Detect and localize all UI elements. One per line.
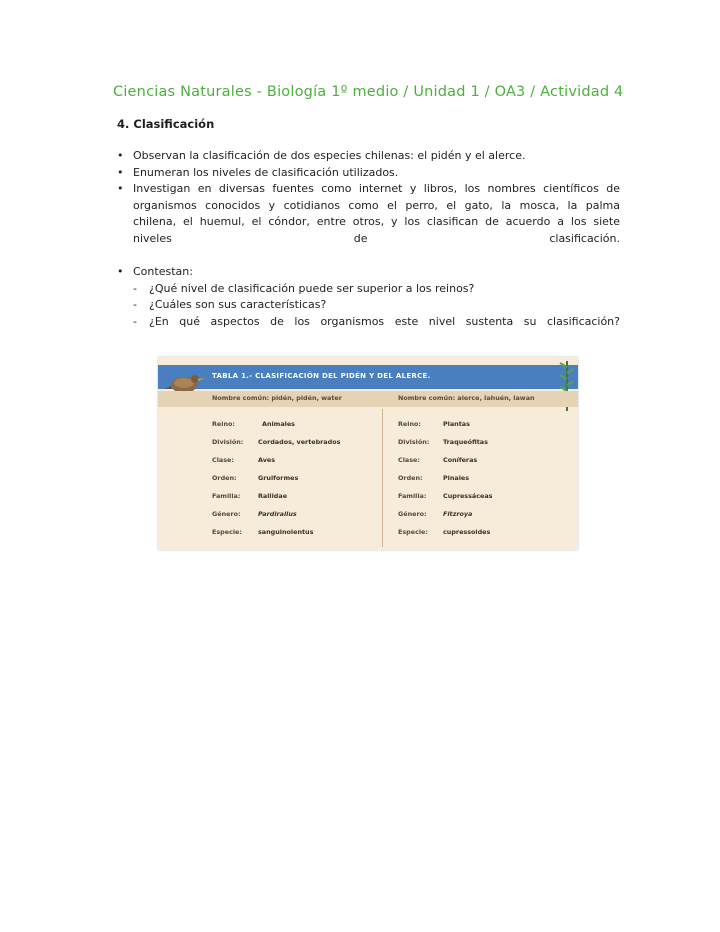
section-title: 4. Clasificación: [117, 117, 215, 131]
left-label-orden: Orden:: [212, 474, 237, 482]
right-value-division: Traqueófitas: [443, 438, 488, 446]
bullet-investigate: [117, 181, 620, 247]
bullet-observe: • Observan la clasificación de dos especies chilenas: el pidén y el alerce.: [117, 148, 620, 165]
question-3: - ¿En qué aspectos de los organismos este nivel sustenta su clasificación?: [117, 314, 620, 331]
right-common-name: Nombre común: alerce, lahuén, lawan: [398, 394, 535, 402]
right-value-orden: Pinales: [443, 474, 470, 482]
left-common-name: Nombre común: pidén, pidén, water: [212, 394, 342, 402]
table-subheader: [158, 391, 578, 407]
right-label-division: División:: [398, 438, 430, 446]
table-title: TABLA 1.- CLASIFICACIÓN DEL PIDÉN Y DEL ALERCE.: [212, 372, 431, 380]
investigate-line-1: • Investigan en diversas fuentes como internet y libros, los nombres científicos de: [133, 182, 620, 195]
investigate-line-3: chilena, el huemul, el cóndor, entre otros, y los clasifican de acuerdo a los siete: [133, 215, 620, 228]
left-value-reino: Animales: [262, 420, 295, 428]
right-value-especie: cupressoides: [443, 528, 491, 536]
left-label-clase: Clase:: [212, 456, 234, 464]
left-label-genero: Género:: [212, 510, 241, 518]
activity-list: [117, 148, 620, 330]
bullet-answer: • Contestan:: [117, 264, 620, 281]
left-value-division: Cordados, vertebrados: [258, 438, 341, 446]
left-label-especie: Especie:: [212, 528, 242, 536]
left-label-reino: Reino:: [212, 420, 235, 428]
table-column-divider: [382, 409, 383, 547]
left-label-division: División:: [212, 438, 244, 446]
investigate-line-2: organismos conocidos y cotidianos como el perro, el gato, la mosca, la palma: [133, 198, 620, 212]
left-value-familia: Rallidae: [258, 492, 288, 500]
right-value-reino: Plantas: [443, 420, 470, 428]
left-value-genero: Pardirallus: [258, 510, 297, 518]
investigate-line-4-text: niveles de clasificación.: [133, 231, 620, 245]
right-label-familia: Familia:: [398, 492, 427, 500]
right-value-familia: Cupressáceas: [443, 492, 493, 500]
left-value-clase: Aves: [258, 456, 276, 464]
table-banner: [158, 365, 578, 389]
left-label-familia: Familia:: [212, 492, 241, 500]
page-header: Ciencias Naturales - Biología 1º medio / Unidad 1 / OA3 / Actividad 4: [113, 84, 624, 100]
right-label-genero: Género:: [398, 510, 427, 518]
right-value-genero: Fitzroya: [443, 510, 473, 518]
right-value-clase: Coníferas: [443, 456, 478, 464]
right-label-reino: Reino:: [398, 420, 421, 428]
right-label-orden: Orden:: [398, 474, 423, 482]
right-label-clase: Clase:: [398, 456, 420, 464]
investigate-line-4: [133, 231, 620, 248]
question-2: - ¿Cuáles son sus características?: [117, 297, 620, 314]
classification-table-image: [158, 357, 578, 550]
left-value-especie: sanguinolentus: [258, 528, 314, 536]
right-label-especie: Especie:: [398, 528, 428, 536]
bullet-enumerate: • Enumeran los niveles de clasificación utilizados.: [117, 165, 620, 182]
question-1: - ¿Qué nivel de clasificación puede ser superior a los reinos?: [117, 281, 620, 298]
left-value-orden: Gruiformes: [258, 474, 299, 482]
